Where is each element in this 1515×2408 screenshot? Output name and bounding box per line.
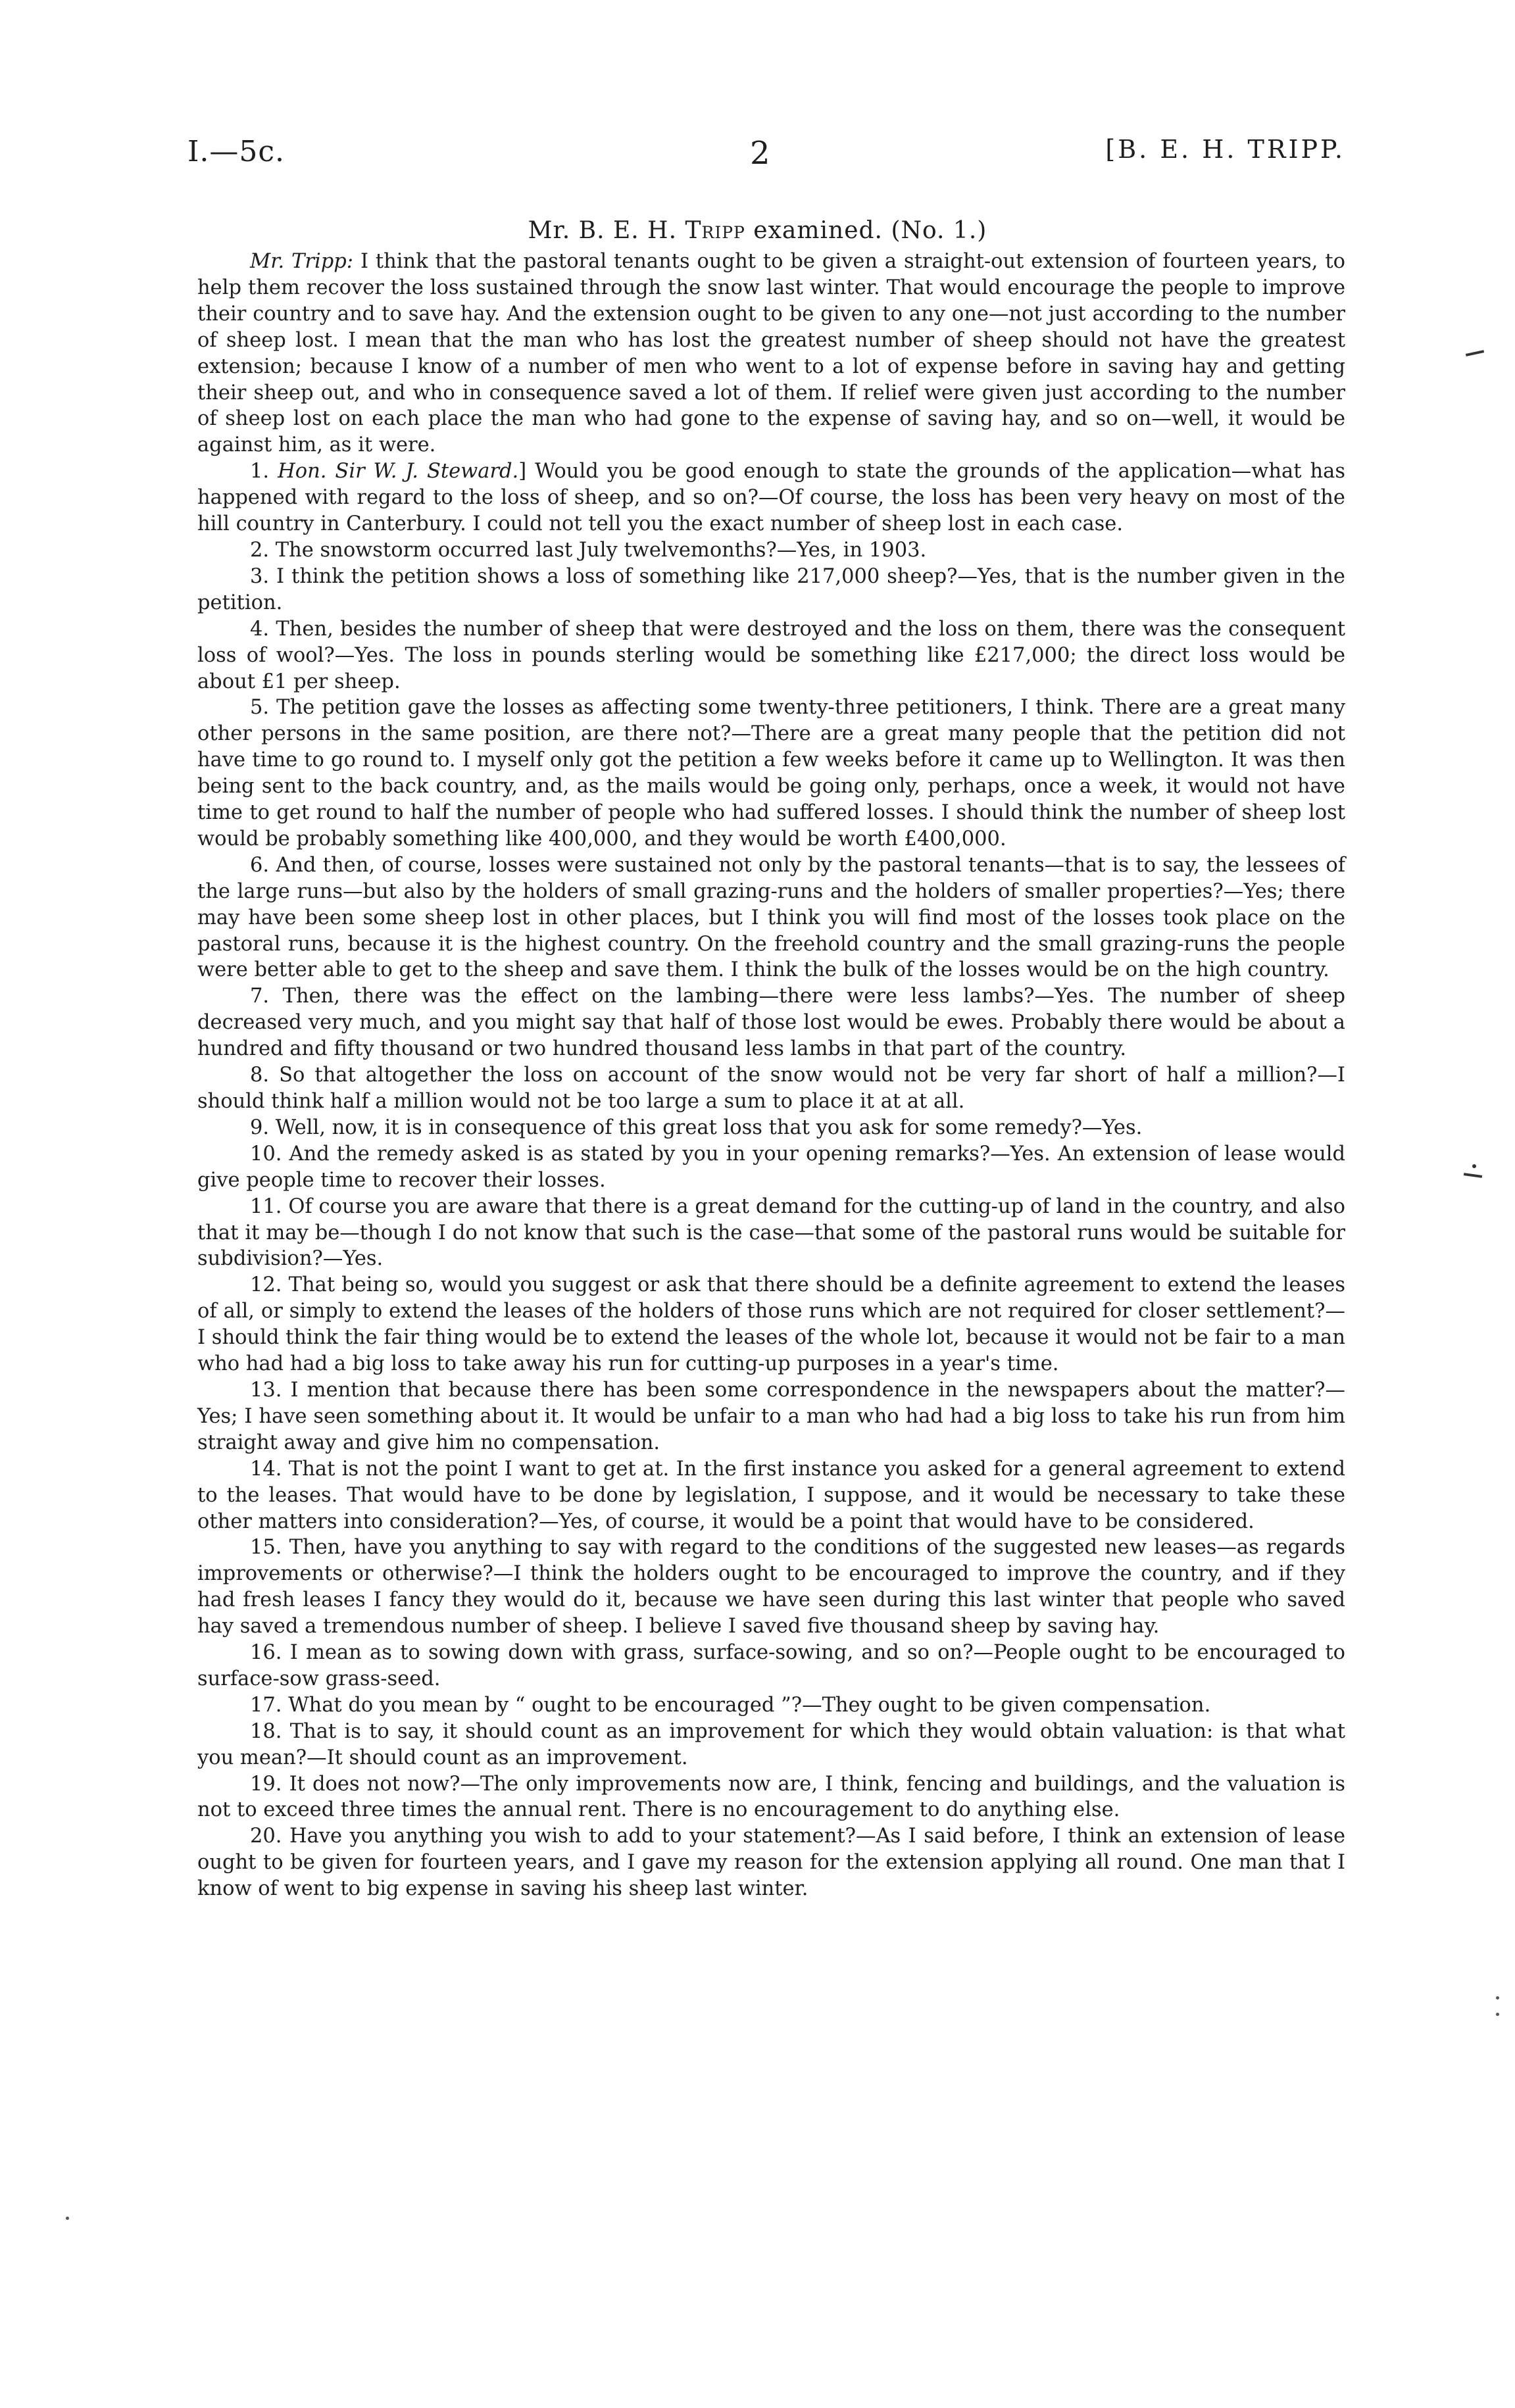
question-5: 5. The petition gave the losses as affecting some twenty-three petitioners, I think. There are a great many other persons in the same position, are there not?—There are a great many people that the petition did not have time to go round to. I myself only got the petition a few weeks before it came up to Wellington. It was then being sent to the back country, and, as the mails would be going only, perhaps, once a week, it would not have time to get round to half the number of people who had suffered losses. I should think the number of sheep lost would be probably something like 400,000, and they would be worth £400,000. bbox=[197, 696, 1345, 850]
question-7: 7. Then, there was the effect on the lambing—there were less lambs?—Yes. The number of sheep decreased very much, and you might say that half of those lost would be ewes. Probably there would be about a hundred and fifty thousand or two hundred thousand less lambs in that part of the country. bbox=[197, 985, 1345, 1061]
question-20: 20. Have you anything you wish to add to your statement?—As I said before, I think an extension of lease ought to be given for fourteen years, and I gave my reason for the extension applying all round. One man that I know of went to big expense in saving his sheep last winter. bbox=[197, 1825, 1345, 1901]
question-12: 12. That being so, would you suggest or ask that there should be a definite agreement to extend the leases of all, or simply to extend the leases of the holders of those runs which are not required for closer settlement?—I should think the fair thing would be to extend the leases of the whole lot, because it would not be fair to a man who had had a big loss to take away his run for cutting-up purposes in a year's time. bbox=[197, 1273, 1345, 1376]
examination-heading bbox=[0, 217, 1515, 244]
heading-suffix: examined. (No. 1.) bbox=[753, 217, 987, 244]
question-10: 10. And the remedy asked is as stated by you in your opening remarks?—Yes. An extension of lease would give people time to recover their losses. bbox=[197, 1142, 1345, 1192]
question-16: 16. I mean as to sowing down with grass, surface-sowing, and so on?—People ought to be encouraged to surface-sow grass-seed. bbox=[197, 1641, 1345, 1690]
witness-name-header: [B. E. H. TRIPP. bbox=[1105, 135, 1345, 164]
questioner-name: Hon. Sir W. J. Steward. bbox=[278, 460, 519, 483]
scan-speck bbox=[1496, 2013, 1499, 2016]
margin-mark bbox=[1466, 350, 1484, 356]
question-14: 14. That is not the point I want to get at. In the first instance you asked for a general agreement to extend to the leases. That would have to be done by legislation, I suppose, and it would be necessary to take these other matters into consideration?—Yes, of course, it would be a point that would have to be considered. bbox=[197, 1457, 1345, 1533]
scan-speck bbox=[1496, 1996, 1499, 2000]
testimony-body bbox=[197, 249, 1345, 1902]
speaker-name: Mr. Tripp: bbox=[250, 250, 354, 273]
question-18: 18. That is to say, it should count as an improvement for which they would obtain valuation: is that what you mean?—It should count as an improvement. bbox=[197, 1719, 1345, 1769]
question-17: 17. What do you mean by “ ought to be encouraged ”?—They ought to be given compensation. bbox=[250, 1693, 1211, 1717]
page-number: 2 bbox=[750, 135, 770, 172]
opening-text: I think that the pastoral tenants ought to be given a straight-out extension of fourteen years, to help them recover the loss sustained through the snow last winter. That would encourage the people to improve their country and to save hay. And the extension ought to be given to any one—not just according to the number of sheep lost. I mean that the man who has lost the greatest number of sheep should not have the greatest extension; because I know of a number of men who went to a lot of expense before in saving hay and getting their sheep out, and who in consequence saved a lot of them. If relief were given just according to the number of sheep lost on each place the man who had gone to the expense of saving hay, and so on—well, it would be against him, as it were. bbox=[197, 250, 1345, 457]
question-13: 13. I mention that because there has been some correspondence in the newspapers about the matter?—Yes; I have seen something about it. It would be unfair to a man who had had a big loss to take his run from him straight away and give him no compensation. bbox=[197, 1378, 1345, 1454]
paper-reference: I.—5c. bbox=[187, 135, 285, 168]
question-11: 11. Of course you are aware that there is a great demand for the cutting-up of land in the country, and also that it may be—though I do not know that such is the case—that some of the pastoral runs would be suitable for subdivision?—Yes. bbox=[197, 1194, 1345, 1271]
question-15: 15. Then, have you anything to say with regard to the conditions of the suggested new leases—as regards improvements or otherwise?—I think the holders ought to be encouraged to improve the country, and if they had fresh leases I fancy they would do it, because we have seen during this last winter that people who saved hay saved a tremendous number of sheep. I believe I saved five thousand sheep by saving hay. bbox=[197, 1536, 1345, 1638]
page-header bbox=[187, 135, 1345, 174]
margin-mark bbox=[1464, 1173, 1482, 1178]
question-8: 8. So that altogether the loss on account of the snow would not be very far short of half a million?—I should think half a million would not be too large a sum to place it at at all. bbox=[197, 1064, 1345, 1113]
question-6: 6. And then, of course, losses were sustained not only by the pastoral tenants—that is to say, the lessees of the large runs—but also by the holders of small grazing-runs and the holders of smaller properties?—Yes; there may have been some sheep lost in other places, but I think you will find most of the losses took place on the pastoral runs, because it is the highest country. On the freehold country and the small grazing-runs the people were better able to get to the sheep and save them. I think the bulk of the losses would be on the high country. bbox=[197, 853, 1345, 982]
question-number: 1. bbox=[250, 460, 270, 483]
question-4: 4. Then, besides the number of sheep that were destroyed and the loss on them, there was the consequent loss of wool?—Yes. The loss in pounds sterling would be something like £217,000; the direct loss would be about £1 per sheep. bbox=[197, 617, 1345, 693]
opening-statement bbox=[197, 249, 1345, 458]
question-2: 2. The snowstorm occurred last July twelvemonths?—Yes, in 1903. bbox=[250, 538, 927, 562]
question-text: ] Would you be good enough to state the grounds of the application—what has happened with regard to the loss of sheep, and so on?—Of course, the loss has been very heavy on most of the hill country in Canterbury. I could not tell you the exact number of sheep lost in each case. bbox=[197, 460, 1345, 536]
margin-dot bbox=[1472, 1164, 1476, 1168]
heading-surname: Tripp bbox=[685, 217, 745, 244]
heading-prefix: Mr. B. E. H. bbox=[528, 217, 678, 244]
question-9: 9. Well, now, it is in consequence of this great loss that you ask for some remedy?—Yes. bbox=[250, 1116, 1143, 1139]
question-19: 19. It does not now?—The only improvements now are, I think, fencing and buildings, and the valuation is not to exceed three times the annual rent. There is no encouragement to do anything else. bbox=[197, 1772, 1345, 1822]
question-1 bbox=[197, 458, 1345, 537]
scan-speck bbox=[66, 2217, 69, 2220]
question-3: 3. I think the petition shows a loss of something like 217,000 sheep?—Yes, that is the number given in the petition. bbox=[197, 564, 1345, 614]
